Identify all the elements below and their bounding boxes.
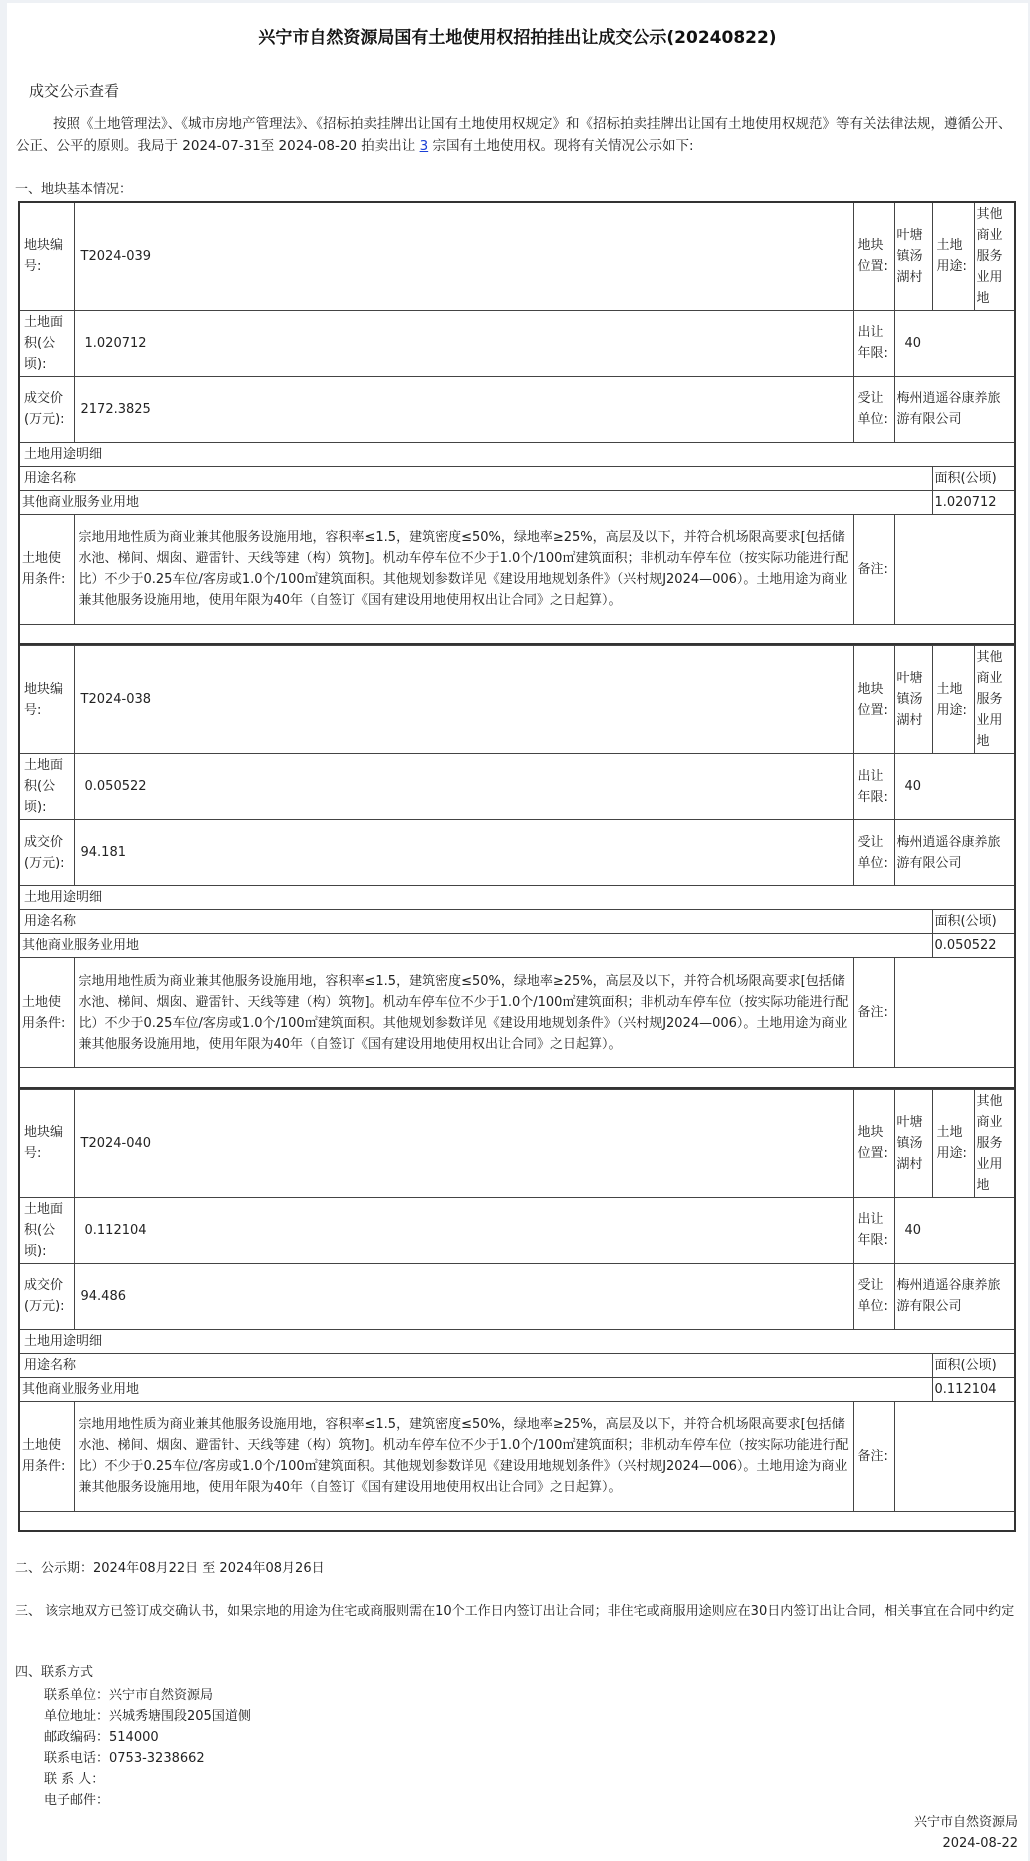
table-row	[19, 514, 1015, 624]
transferee-label: 受让单位:	[853, 1263, 894, 1329]
contact-address: 单位地址：兴城秀塘围段205国道侧	[44, 1709, 251, 1724]
table-row	[19, 820, 1015, 886]
contact-phone: 联系电话：0753-3238662	[44, 1751, 205, 1766]
table-row	[19, 1329, 1015, 1353]
table-row	[19, 646, 1015, 754]
price-value: 94.181	[74, 820, 853, 886]
parcel-table	[18, 1089, 1016, 1533]
parcel-no-label: 地块编号:	[19, 1089, 74, 1197]
area-label: 土地面积(公顷):	[19, 754, 74, 820]
area-value: 0.050522	[74, 754, 853, 820]
page-title: 兴宁市自然资源局国有土地使用权招拍挂出让成交公示(20240822)	[258, 28, 777, 48]
location-label: 地块位置:	[853, 1089, 894, 1197]
use-name-value: 其他商业服务业用地	[19, 490, 932, 514]
table-row	[19, 1263, 1015, 1329]
parcel-no-label: 地块编号:	[19, 202, 74, 310]
remarks-value	[894, 1401, 1015, 1511]
use-detail-heading: 土地用途明细	[19, 886, 1015, 910]
intro-text-before: 按照《土地管理法》、《城市房地产管理法》、《招标拍卖挂牌出让国有土地使用权规定》和《招标拍卖挂牌出让国有土地使用权规范》等有关法律法规，遵循公开、公正、公平的原则。我局于 2024-07-31至 2024-08-20 拍卖出让	[16, 116, 1012, 154]
spacer-cell	[19, 624, 1015, 644]
table-row	[19, 934, 1015, 958]
intro-paragraph	[16, 113, 1016, 157]
conditions-value: 宗地用地性质为商业兼其他服务设施用地，容积率≤1.5，建筑密度≤50%，绿地率≥25%，高层及以下，并符合机场限高要求[包括储水池、梯间、烟囱、避雷针、天线等建（构）筑物]。机动车停车位不少于1.0个/100㎡建筑面积；非机动车停车位（按实际功能进行配比）不少于0.25车位/客房或1.0个/100㎡建筑面积。其他规划参数详见《建设用地规划条件》（兴村规J2024—006）。土地用途为商业兼其他服务设施用地，使用年限为40年（自签订《国有建设用地使用权出让合同》之日起算）。	[74, 514, 853, 624]
use-area-header: 面积(公顷)	[932, 1353, 1015, 1377]
table-row	[19, 1353, 1015, 1377]
table-row	[19, 886, 1015, 910]
price-label: 成交价(万元):	[19, 376, 74, 442]
use-detail-heading: 土地用途明细	[19, 1329, 1015, 1353]
price-value: 2172.3825	[74, 376, 853, 442]
signature-date: 2024-08-22	[942, 1836, 1018, 1851]
table-row	[19, 958, 1015, 1068]
area-value: 1.020712	[74, 310, 853, 376]
table-row	[19, 1511, 1015, 1531]
land-use-value: 其他商业服务业用地	[974, 1089, 1015, 1197]
conditions-value: 宗地用地性质为商业兼其他服务设施用地，容积率≤1.5，建筑密度≤50%，绿地率≥25%，高层及以下，并符合机场限高要求[包括储水池、梯间、烟囱、避雷针、天线等建（构）筑物]。机动车停车位不少于1.0个/100㎡建筑面积；非机动车停车位（按实际功能进行配比）不少于0.25车位/客房或1.0个/100㎡建筑面积。其他规划参数详见《建设用地规划条件》（兴村规J2024—006）。土地用途为商业兼其他服务设施用地，使用年限为40年（自签订《国有建设用地使用权出让合同》之日起算）。	[74, 958, 853, 1068]
use-name-value: 其他商业服务业用地	[19, 934, 932, 958]
contact-person: 联 系 人：	[44, 1772, 105, 1787]
spacer-cell	[19, 1068, 1015, 1088]
term-label: 出让年限:	[853, 1197, 894, 1263]
transferee-value: 梅州逍遥谷康养旅游有限公司	[894, 820, 1015, 886]
remarks-label: 备注:	[853, 1401, 894, 1511]
land-use-value: 其他商业服务业用地	[974, 202, 1015, 310]
land-use-label: 土地用途:	[932, 1089, 974, 1197]
remarks-value	[894, 514, 1015, 624]
parcel-table	[18, 645, 1016, 1089]
use-detail-heading: 土地用途明细	[19, 442, 1015, 466]
term-value: 40	[894, 310, 1015, 376]
section-heading: 成交公示查看	[29, 82, 120, 100]
contact-info	[44, 1685, 251, 1811]
conditions-value: 宗地用地性质为商业兼其他服务设施用地，容积率≤1.5，建筑密度≤50%，绿地率≥25%，高层及以下，并符合机场限高要求[包括储水池、梯间、烟囱、避雷针、天线等建（构）筑物]。机动车停车位不少于1.0个/100㎡建筑面积；非机动车停车位（按实际功能进行配比）不少于0.25车位/客房或1.0个/100㎡建筑面积。其他规划参数详见《建设用地规划条件》（兴村规J2024—006）。土地用途为商业兼其他服务设施用地，使用年限为40年（自签订《国有建设用地使用权出让合同》之日起算）。	[74, 1401, 853, 1511]
contract-notice: 三、 该宗地双方已签订成交确认书，如果宗地的用途为住宅或商服则需在10个工作日内签订出让合同；非住宅或商服用途则应在30日内签订出让合同，相关事宜在合同中约定	[15, 1604, 1015, 1619]
contact-postcode: 邮政编码：514000	[44, 1730, 159, 1745]
use-area-header: 面积(公顷)	[932, 466, 1015, 490]
intro-text-after: 宗国有土地使用权。现将有关情况公示如下:	[428, 138, 694, 154]
use-name-header: 用途名称	[19, 910, 932, 934]
parcel-count-link[interactable]: 3	[419, 138, 429, 154]
table-row	[19, 1377, 1015, 1401]
use-area-value: 0.112104	[932, 1377, 1015, 1401]
transferee-label: 受让单位:	[853, 376, 894, 442]
table-row	[19, 202, 1015, 310]
use-area-header: 面积(公顷)	[932, 910, 1015, 934]
land-use-label: 土地用途:	[932, 646, 974, 754]
price-value: 94.486	[74, 1263, 853, 1329]
contact-unit: 联系单位：兴宁市自然资源局	[44, 1688, 214, 1703]
table-row	[19, 1401, 1015, 1511]
parcel-no-value: T2024-040	[74, 1089, 853, 1197]
table-row	[19, 624, 1015, 644]
table-row	[19, 310, 1015, 376]
term-value: 40	[894, 1197, 1015, 1263]
remarks-label: 备注:	[853, 514, 894, 624]
land-use-value: 其他商业服务业用地	[974, 646, 1015, 754]
location-label: 地块位置:	[853, 646, 894, 754]
table-row	[19, 466, 1015, 490]
location-value: 叶塘镇汤湖村	[894, 202, 932, 310]
contact-email: 电子邮件：	[44, 1793, 110, 1808]
transferee-label: 受让单位:	[853, 820, 894, 886]
table-row	[19, 1068, 1015, 1088]
term-label: 出让年限:	[853, 310, 894, 376]
use-area-value: 0.050522	[932, 934, 1015, 958]
conditions-label: 土地使用条件:	[19, 958, 74, 1068]
remarks-value	[894, 958, 1015, 1068]
location-value: 叶塘镇汤湖村	[894, 646, 932, 754]
spacer-cell	[19, 1511, 1015, 1531]
price-label: 成交价(万元):	[19, 820, 74, 886]
transferee-value: 梅州逍遥谷康养旅游有限公司	[894, 1263, 1015, 1329]
use-area-value: 1.020712	[932, 490, 1015, 514]
term-value: 40	[894, 754, 1015, 820]
table-row	[19, 910, 1015, 934]
parcel-no-value: T2024-039	[74, 202, 853, 310]
table-row	[19, 376, 1015, 442]
land-use-label: 土地用途:	[932, 202, 974, 310]
remarks-label: 备注:	[853, 958, 894, 1068]
area-label: 土地面积(公顷):	[19, 1197, 74, 1263]
contact-section-title: 四、联系方式	[15, 1665, 94, 1680]
conditions-label: 土地使用条件:	[19, 514, 74, 624]
term-label: 出让年限:	[853, 754, 894, 820]
section-basic-info-title: 一、地块基本情况：	[15, 182, 133, 197]
location-label: 地块位置:	[853, 202, 894, 310]
location-value: 叶塘镇汤湖村	[894, 1089, 932, 1197]
announcement-page	[7, 3, 1028, 1861]
table-row	[19, 442, 1015, 466]
table-row	[19, 490, 1015, 514]
area-value: 0.112104	[74, 1197, 853, 1263]
publicity-period: 二、公示期：2024年08月22日 至 2024年08月26日	[15, 1561, 325, 1576]
signature-org: 兴宁市自然资源局	[913, 1815, 1018, 1830]
use-name-header: 用途名称	[19, 1353, 932, 1377]
area-label: 土地面积(公顷):	[19, 310, 74, 376]
parcel-tables	[18, 201, 1014, 1532]
parcel-no-value: T2024-038	[74, 646, 853, 754]
transferee-value: 梅州逍遥谷康养旅游有限公司	[894, 376, 1015, 442]
table-row	[19, 1197, 1015, 1263]
table-row	[19, 754, 1015, 820]
parcel-no-label: 地块编号:	[19, 646, 74, 754]
conditions-label: 土地使用条件:	[19, 1401, 74, 1511]
table-row	[19, 1089, 1015, 1197]
use-name-value: 其他商业服务业用地	[19, 1377, 932, 1401]
parcel-table	[18, 201, 1016, 645]
signature-block	[914, 1812, 1018, 1854]
price-label: 成交价(万元):	[19, 1263, 74, 1329]
use-name-header: 用途名称	[19, 466, 932, 490]
